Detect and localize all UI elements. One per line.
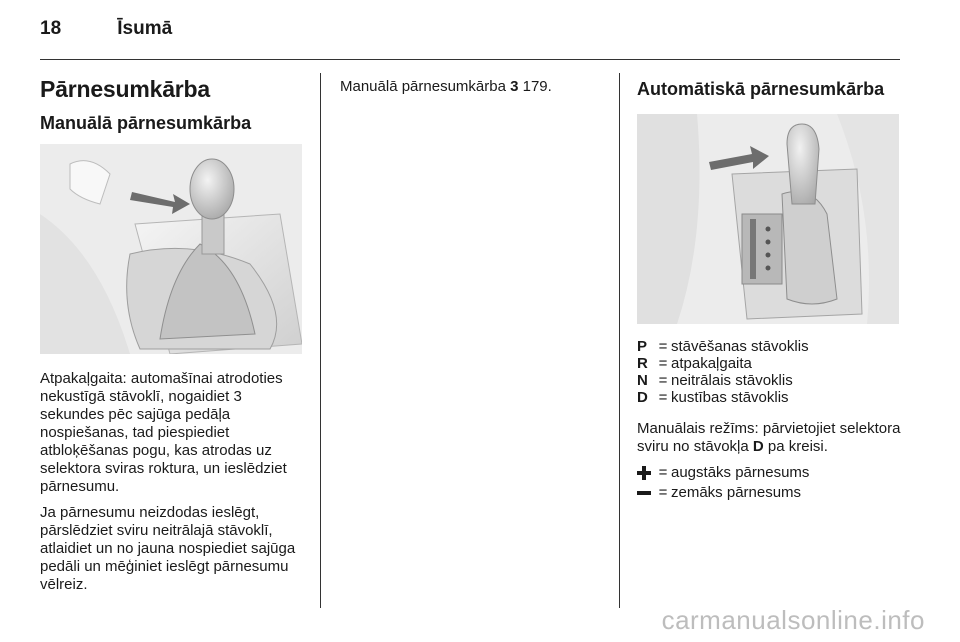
column-divider-1 <box>320 73 321 608</box>
reference-page: 179. <box>522 78 552 95</box>
automatic-selector-illustration <box>637 114 899 324</box>
legend-text: neitrālais stāvoklis <box>671 372 793 389</box>
manual-mode-text-end: pa kreisi. <box>763 438 828 455</box>
legend-key: R <box>637 355 648 372</box>
legend-text: zemāks pārnesums <box>671 484 802 501</box>
reference-label: Manuālā pārnesumkārba <box>340 78 506 95</box>
legend-text: stāvēšanas stāvoklis <box>671 338 809 355</box>
plus-icon <box>637 464 655 484</box>
section-title: Īsumā <box>117 18 173 39</box>
retry-instructions: Ja pārnesumu neizdodas ieslēgt, pārslēdziet sviru neitrālajā stāvoklī, atlaidiet un no jauna nospiediet sajūga pedāli un mēģiniet ieslēgt pārnesumu vēlreiz. <box>40 504 296 593</box>
automatic-gearbox-heading: Automātiskā pārnesumkārba <box>637 79 885 99</box>
reverse-instructions: Atpakaļgaita: automašīnai atrodoties nekustīgā stāvoklī, nogaidiet 3 sekundes pēc sajūga pedāļa nospiešanas, tad piespiediet atbloķēšanas pogu, kas atrodas uz selektora sviras roktura, un ieslēdziet pārnesumu. <box>40 370 287 495</box>
manual-mode-position: D <box>752 438 764 455</box>
selector-legend <box>637 338 907 406</box>
minus-icon <box>637 484 655 504</box>
legend-row <box>637 464 907 484</box>
manual-gearbox-heading: Manuālā pārnesumkārba <box>40 113 252 133</box>
page-ref-arrow-icon: 3 <box>510 78 519 95</box>
legend-equals: = <box>658 338 668 355</box>
column-reference <box>340 76 605 104</box>
header-rule <box>40 59 900 60</box>
legend-key: D <box>637 389 648 406</box>
legend-row <box>637 372 907 389</box>
legend-equals: = <box>658 372 668 389</box>
gear-change-legend <box>637 464 907 504</box>
legend-text: augstāks pārnesums <box>671 464 810 481</box>
manual-mode-text: Manuālais režīms: pārvietojiet selektora sviru no stāvokļa <box>637 420 901 455</box>
legend-row <box>637 484 907 504</box>
watermark: carmanualsonline.info <box>661 605 925 635</box>
legend-equals: = <box>658 355 668 372</box>
legend-equals: = <box>658 389 668 406</box>
legend-equals: = <box>658 464 668 481</box>
page-title: Pārnesumkārba <box>40 76 210 102</box>
column-manual <box>40 76 308 602</box>
manual-shifter-illustration <box>40 144 302 354</box>
legend-text: kustības stāvoklis <box>671 389 789 406</box>
legend-key: N <box>637 372 648 389</box>
legend-row <box>637 389 907 406</box>
legend-key: P <box>637 338 648 355</box>
legend-text: atpakaļgaita <box>671 355 752 372</box>
legend-row <box>637 355 907 372</box>
manual-gearbox-reference <box>340 78 605 96</box>
column-automatic <box>637 76 907 504</box>
legend-row <box>637 338 907 355</box>
manual-mode-instructions <box>637 420 907 456</box>
page-header <box>40 18 172 40</box>
legend-equals: = <box>658 484 668 501</box>
column-divider-2 <box>619 73 620 608</box>
page-number: 18 <box>40 18 62 39</box>
